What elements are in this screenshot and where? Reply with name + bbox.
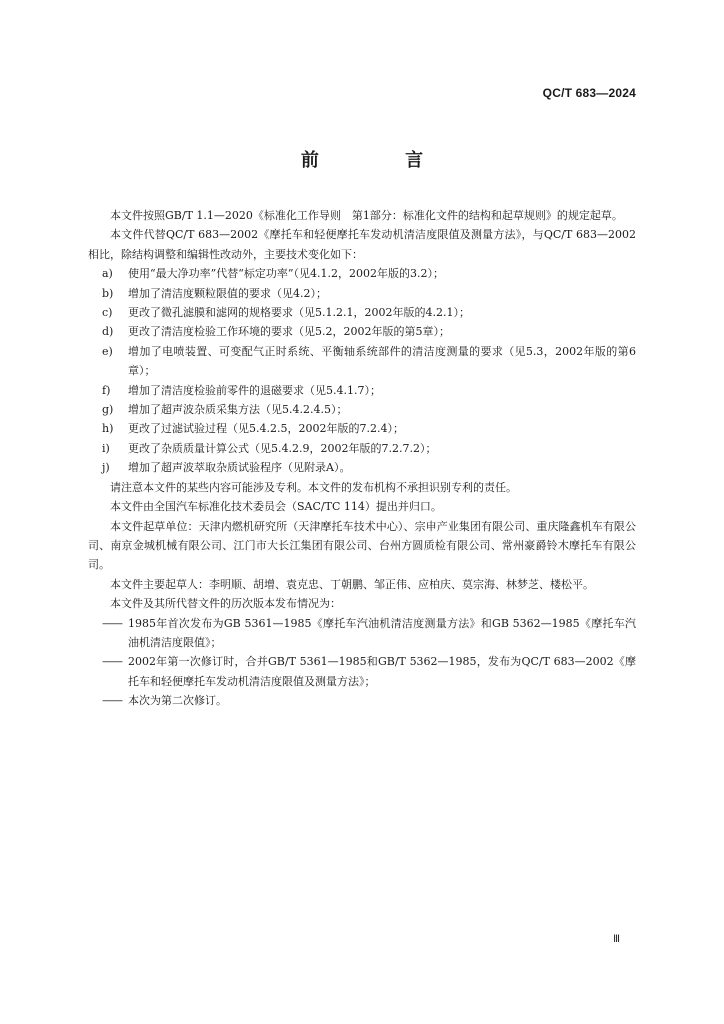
list-item-text: 更改了杂质质量计算公式（见5.4.2.9，2002年版的7.2.7.2）；	[128, 441, 437, 455]
list-item	[88, 284, 636, 303]
list-item	[88, 303, 636, 322]
list-item	[88, 439, 636, 458]
list-item	[88, 264, 636, 283]
paragraph: 本文件主要起草人：李明顺、胡增、袁克忠、丁朝鹏、邹正伟、应柏庆、莫宗海、林梦芝、楼松平。	[110, 577, 594, 591]
paragraph: 本文件及其所代替文件的历次版本发布情况为：	[110, 597, 341, 611]
paragraph: 请注意本文件的某些内容可能涉及专利。本文件的发布机构不承担识别专利的责任。	[110, 480, 517, 494]
dash-marker: ——	[102, 616, 122, 630]
list-item-label: g)	[102, 403, 114, 417]
page-title: 前 言	[300, 150, 464, 171]
list-item	[88, 419, 636, 438]
list-item-label: d)	[102, 325, 114, 339]
history-item	[88, 691, 636, 710]
paragraph: 本文件按照GB/T 1.1—2020《标准化工作导则 第1部分：标准化文件的结构和起草规则》的规定起草。	[110, 209, 623, 222]
list-item-label: c)	[102, 306, 113, 320]
foreword-body	[88, 206, 636, 711]
list-item-label: h)	[102, 422, 114, 436]
history-text: 2002年第一次修订时，合并GB/T 5361—1985和GB/T 5362—1985，发布为QC/T 683—2002《摩托车和轻便摩托车发动机清洁度限值及测量方法》；	[128, 655, 636, 688]
page-number: Ⅲ	[613, 934, 620, 945]
document-code: QC/T 683—2024	[542, 86, 636, 100]
list-item-text: 使用“最大净功率”代替“标定功率”（见4.1.2，2002年版的3.2）；	[128, 267, 444, 281]
list-item-text: 增加了清洁度颗粒限值的要求（见4.2）；	[128, 286, 327, 300]
list-item-text: 增加了超声波杂质采集方法（见5.4.2.4.5）；	[128, 403, 348, 417]
list-item	[88, 381, 636, 400]
list-item-text: 更改了清洁度检验工作环境的要求（见5.2，2002年版的第5章）；	[128, 325, 450, 339]
list-item-label: j)	[102, 461, 110, 475]
history-text: 1985年首次发布为GB 5361—1985《摩托车汽油机清洁度测量方法》和GB 5362—1985《摩托车汽油机清洁度限值》；	[128, 616, 636, 649]
history-item	[88, 652, 636, 691]
list-item-text: 更改了过滤试验过程（见5.4.2.5，2002年版的7.2.4）；	[128, 422, 404, 436]
list-item-text: 增加了电喷装置、可变配气正时系统、平衡轴系统部件的清洁度测量的要求（见5.3，2002年版的第6章）；	[128, 344, 636, 378]
list-item-label: e)	[102, 344, 113, 358]
list-item	[88, 342, 636, 381]
paragraph: 本文件由全国汽车标准化技术委员会（SAC/TC 114）提出并归口。	[110, 500, 442, 514]
list-item-label: b)	[102, 286, 114, 300]
list-item	[88, 400, 636, 419]
dash-marker: ——	[102, 655, 122, 669]
paragraph: 本文件代替QC/T 683—2002《摩托车和轻便摩托车发动机清洁度限值及测量方法》，与QC/T 683—2002相比，除结构调整和编辑性改动外，主要技术变化如下：	[88, 228, 636, 261]
history-text: 本次为第二次修订。	[128, 694, 227, 708]
list-item-label: i)	[102, 441, 110, 455]
list-item-text: 更改了微孔滤膜和滤网的规格要求（见5.1.2.1，2002年版的4.2.1）；	[128, 306, 470, 320]
list-item	[88, 458, 636, 477]
list-item-label: a)	[102, 267, 113, 281]
paragraph: 本文件起草单位：天津内燃机研究所（天津摩托车技术中心）、宗申产业集团有限公司、重庆隆鑫机车有限公司、南京金城机械有限公司、江门市大长江集团有限公司、台州方圆质检有限公司、常州豪爵铃木摩托车有限公司。	[88, 519, 636, 572]
dash-marker: ——	[102, 694, 122, 708]
history-item	[88, 614, 636, 653]
list-item-text: 增加了清洁度检验前零件的退磁要求（见5.4.1.7）；	[128, 383, 381, 397]
list-item-label: f)	[102, 383, 111, 397]
list-item-text: 增加了超声波萃取杂质试验程序（见附录A）。	[128, 461, 351, 475]
list-item	[88, 322, 636, 341]
